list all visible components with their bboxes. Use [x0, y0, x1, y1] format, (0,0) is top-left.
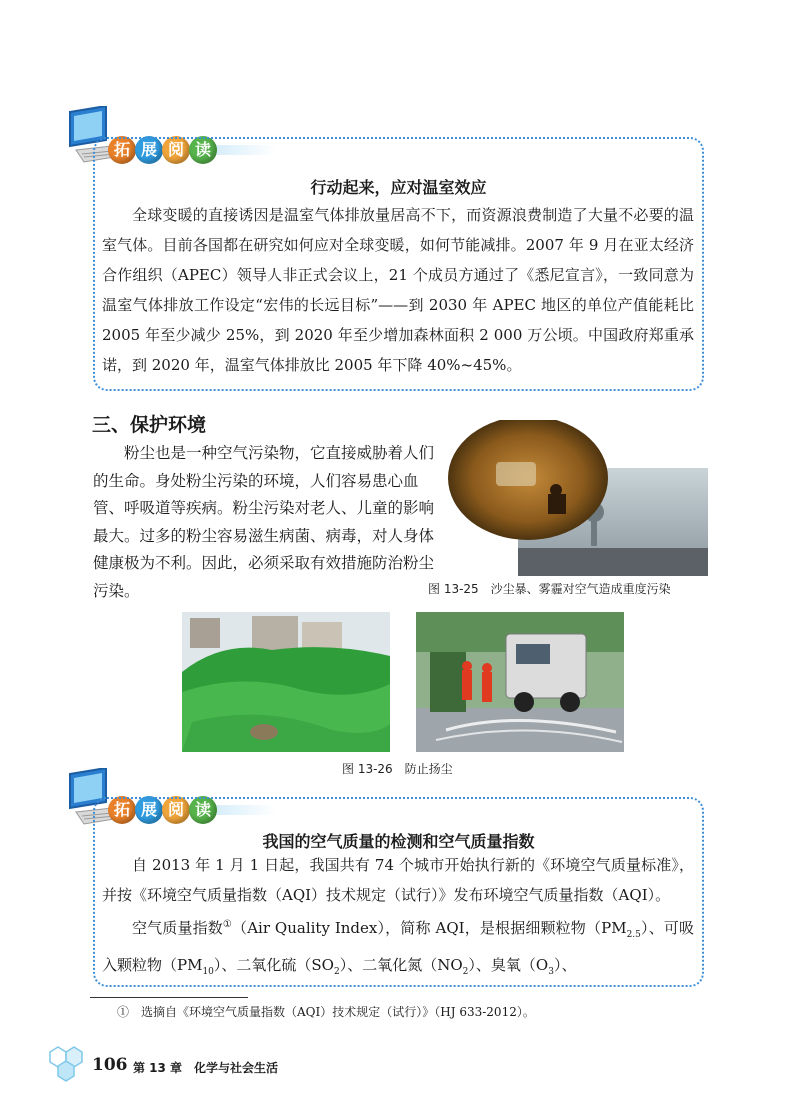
figure-13-26-left [182, 612, 390, 756]
badge-char: 阅 [162, 796, 190, 824]
badge-char: 拓 [108, 136, 136, 164]
footnote-rule [90, 997, 248, 998]
badge-char: 阅 [162, 136, 190, 164]
section-heading: 三、保护环境 [92, 414, 207, 436]
badge-char: 展 [135, 136, 163, 164]
page-number: 106 [92, 1055, 128, 1075]
figure-13-25 [444, 420, 708, 580]
box-title: 我国的空气质量的检测和空气质量指数 [262, 832, 535, 851]
badge-char: 展 [135, 796, 163, 824]
chapter-title: 第 13 章 化学与社会生活 [133, 1061, 279, 1075]
figure-caption: 图 13-26 防止扬尘 [342, 762, 453, 776]
box-title: 行动起来，应对温室效应 [310, 178, 487, 197]
footnote-mark: ① [222, 919, 233, 930]
box-paragraph-text: 全球变暖的直接诱因是温室气体排放量居高不下，而资源浪费制造了大量不必要的温室气体。目前各国都在研究如何应对全球变暖，如何节能减排。2007 年 9 月在亚太经济合作组织（APEC）领导人非正式会议上，21 个成员方通过了《悉尼宣言》，一致同意为温室气体排放工作设定“宏伟的长远目标”——到 2030 年 APEC 地区的单位产值能耗比 2005 年至少减少 25%，到 2020 年至少增加森林面积 2 000 万公顷。中国政府郑重承诺，到 2020 年，温室气体排放比 2005 年下降 40%~45%。 [102, 206, 694, 374]
figure-13-26-right [416, 612, 624, 756]
section-paragraph-text: 粉尘也是一种空气污染物，它直接威胁着人们的生命。身处粉尘污染的环境，人们容易患心血管、呼吸道等疾病。粉尘污染对老人、儿童的影响最大。过多的粉尘容易滋生病菌、病毒，对人身体健康极为不利。因此，必须采取有效措施防治粉尘污染。 [93, 444, 435, 600]
figure-caption: 图 13-25 沙尘暴、雾霾对空气造成重度污染 [428, 582, 671, 596]
section-paragraph [93, 440, 438, 605]
box-paragraph [102, 200, 694, 380]
box-paragraph [102, 850, 694, 987]
hexagon-decoration-icon [40, 1042, 94, 1086]
badge-char: 读 [189, 796, 217, 824]
box-paragraph-text: 空气质量指数①（Air Quality Index），简称 AQI，是根据细颗粒物$(PM_{2.5})$、可吸入颗粒物$(PM_{10})$、二氧化硫$(SO_2)$、二氧化氮$(NO_2)$、臭氧$(O_3)$、 [102, 919, 694, 977]
badge-char: 读 [189, 136, 217, 164]
badge-char: 拓 [108, 796, 136, 824]
footnote: ① 选摘自《环境空气质量指数（AQI）技术规定（试行）》（HJ 633-2012）。 [117, 1005, 535, 1019]
box-paragraph-text: 自 2013 年 1 月 1 日起，我国共有 74 个城市开始执行新的《环境空气质量标准》，并按《环境空气质量指数（AQI）技术规定（试行）》发布环境空气质量指数（AQI）。 [102, 856, 694, 904]
